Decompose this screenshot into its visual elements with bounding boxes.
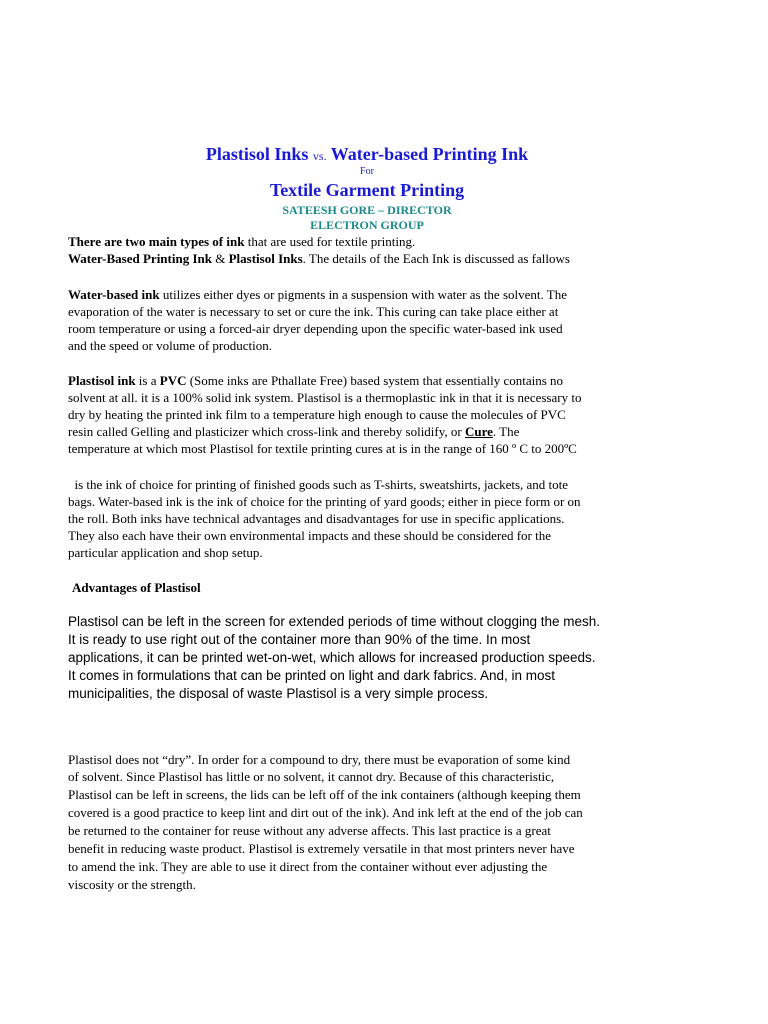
water-line-4: and the speed or volume of production.	[68, 338, 272, 353]
plastisol-text: (Some inks are Pthallate Free) based system that essentially contains no	[186, 373, 564, 388]
advantages-line-2: It is ready to use right out of the container more than 90% of the time. In most	[68, 632, 531, 647]
advantages-heading: Advantages of Plastisol	[72, 580, 201, 595]
water-text: utilizes either dyes or pigments in a suspension with water as the solvent. The	[159, 287, 567, 302]
choice-line-5: particular application and shop setup.	[68, 545, 263, 560]
plastisol-line-2: solvent at all. it is a 100% solid ink system. Plastisol is a thermoplastic ink in that it is necessary to	[68, 390, 582, 405]
title-for: For	[360, 166, 374, 177]
advantages-line-3: applications, it can be printed wet-on-wet, which allows for increased production speeds.	[68, 650, 596, 665]
plastisol-line-4	[68, 423, 519, 440]
intro-line-2	[68, 250, 570, 267]
choice-line-4: They also each have their own environmental impacts and these should be considered for the	[68, 528, 552, 543]
water-line-1	[68, 286, 567, 303]
choice-line-2: bags. Water-based ink is the ink of choice for the printing of yard goods; either in piece form or on	[68, 494, 581, 509]
nodry-line-8: viscosity or the strength.	[68, 877, 196, 892]
water-line-2: evaporation of the water is necessary to set or cure the ink. This curing can take place either at	[68, 304, 559, 319]
water-line-3: room temperature or using a forced-air dryer depending upon the specific water-based ink used	[68, 321, 563, 336]
plastisol-bold: Plastisol ink	[68, 373, 136, 388]
advantages-line-5: municipalities, the disposal of waste Plastisol is a very simple process.	[68, 686, 489, 701]
water-bold: Water-based ink	[68, 287, 160, 302]
plastisol-line-1	[68, 372, 563, 389]
pvc-bold: PVC	[159, 373, 187, 388]
plastisol-line-3: dry by heating the printed ink film to a temperature high enough to cause the molecules of PVC	[68, 407, 566, 422]
nodry-line-4: covered is a good practice to keep lint and dirt out of the ink). And ink left at the end of the job can	[68, 805, 583, 820]
nodry-line-6: benefit in reducing waste product. Plastisol is extremely versatile in that most printers never have	[68, 841, 575, 856]
plastisol-text: resin called Gelling and plasticizer which cross-link and thereby solidify, or	[68, 424, 462, 439]
intro-text: . The details of the Each Ink is discussed as fallows	[302, 251, 570, 266]
document-subtitle: Textile Garment Printing	[269, 180, 465, 200]
nodry-line-1: Plastisol does not “dry”. In order for a compound to dry, there must be evaporation of some kind	[68, 752, 571, 767]
intro-bold: There are two main types of ink	[68, 234, 245, 249]
nodry-line-2: of solvent. Since Plastisol has little or no solvent, it cannot dry. Because of this characteristic,	[68, 769, 555, 784]
intro-ampersand: &	[211, 251, 229, 266]
plastisol-line-5: temperature at which most Plastisol for textile printing cures at is in the range of 160 º C to 200ºC	[68, 441, 577, 456]
cure-bold: Cure	[464, 424, 493, 439]
nodry-line-7: to amend the ink. They are able to use it direct from the container without ever adjusting the	[68, 859, 548, 874]
organization-line: ELECTRON GROUP	[310, 218, 424, 232]
plastisol-text: . The	[492, 424, 520, 439]
advantages-line-4: It comes in formulations that can be printed on light and dark fabrics. And, in most	[68, 668, 556, 683]
choice-line-1: is the ink of choice for printing of finished goods such as T-shirts, sweatshirts, jackets, and tote	[68, 477, 569, 492]
nodry-line-3: Plastisol can be left in screens, the lids can be left off of the ink containers (although keeping them	[68, 787, 581, 802]
plastisol-text: is a	[135, 373, 160, 388]
intro-plastisol-ink: Plastisol Inks	[228, 251, 303, 266]
author-line: SATEESH GORE – DIRECTOR	[282, 203, 452, 217]
intro-water-ink: Water-Based Printing Ink	[68, 251, 212, 266]
nodry-line-5: be returned to the container for reuse without any adverse affects. This last practice is a great	[68, 823, 551, 838]
advantages-line-1: Plastisol can be left in the screen for extended periods of time without clogging the mesh.	[68, 614, 601, 629]
title-vs: vs.	[312, 149, 327, 163]
title-part-1: Plastisol Inks	[205, 144, 309, 164]
choice-line-3: the roll. Both inks have technical advantages and disadvantages for use in specific applications.	[68, 511, 565, 526]
document-title	[0, 144, 734, 165]
title-part-2: Water-based Printing Ink	[330, 144, 529, 164]
intro-text: that are used for textile printing.	[244, 234, 416, 249]
intro-line-1	[68, 233, 415, 250]
